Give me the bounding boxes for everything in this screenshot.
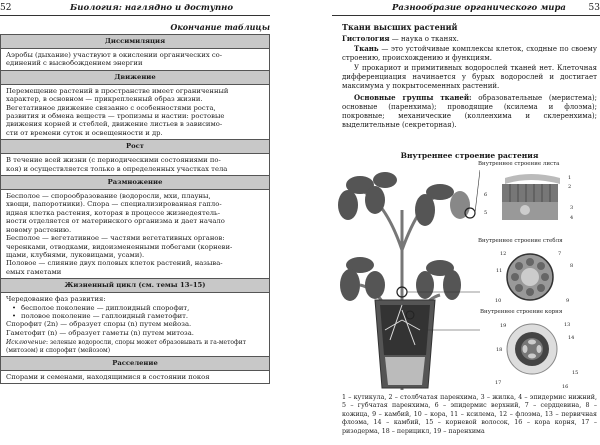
figure-legend: 1 – кутикула, 2 – столбчатая паренхима, 3 – жилка, 4 – эпидермис нижний, 5 – губчатая паренхима, 6 – эпидермис верхний, 7 – сердцевина, 8 – кожица, 9 – камбий, 10 – кора, 11 – ксилема, 12 – флоэма, 13 – первичная флоэма, 14 – камбий, 15 – корневой волосок, 16 – кора корня, 17 – ризодерма, 18 – перицикл, 19 – паренхима <box>342 394 597 435</box>
right-page-header <box>332 2 600 16</box>
table-heading: Жизненный цикл (см. темы 13–15) <box>1 279 270 293</box>
inset-root-title: Внутреннее строение корня <box>480 309 563 315</box>
table-caption: Окончание таблицы <box>170 22 270 32</box>
bullet-item: • половое поколение — гаплоидный гаметофит. <box>6 312 264 320</box>
paragraph: У прокариот и примитивных водорослей тканей нет. Клеточная дифференциация начинается у бурых водорослей и достигает максимума у покрытосеменных растений. <box>342 64 597 90</box>
table-cell: Аэробы (дыхание) участвуют в окислении органических со- единений с высвобождением энергии <box>1 49 270 71</box>
table-heading: Размножение <box>1 176 270 190</box>
leaf-cross-section <box>490 170 570 225</box>
plant-illustration <box>330 160 480 390</box>
left-page-header <box>0 2 270 16</box>
table-cell: Перемещение растений в пространстве имеет ограниченный характер, в основном — прикрепленный образ жизни. Вегетативное движение связанно с особенностями роста, развития и обмена веществ — тропизмы и настии: ростовые движения корней и стеблей, движение листьев в зависимо- сти от времени суток и освещенности и др. <box>1 84 270 139</box>
characteristics-table <box>0 34 270 384</box>
table-heading: Рост <box>1 140 270 154</box>
right-page: Разнообразие органического мира 53 Ткани высших растений Гистология — наука о тканях. Ткань — это устойчивые комплексы клеток, сходные по своему строению, происхождению и функциям. У прокариот и примитивных водорослей тканей нет. Клеточная дифференциация начинается у бурых водорослей и достигает максимума у покрытосеменных растений. Основные группы тканей: образовательные (меристема); основные (паренхима); проводящие (ксилема и флоэма); покровные; механические (колленхима и склеренхима); выделительные (секреторная). Внутреннее строение растения Внутреннее строение листа 1 2 3 4 5 6 Внутреннее строение стебля 7 8 9 10 11 12 Внутреннее строение корня 13 14 15 16 17 18 19 1 – кутикула, 2 – столбчатая паренхима, 3 – жилка, 4 – эпидермис нижний, 5 – губчатая паренхима, 6 – эпидермис верхний, 7 – сердцевина, 8 – кожица, 9 – камбий, 10 – кора, 11 – ксилема, 12 – флоэма, 13 – первичная флоэма, 14 – камбий, 15 – корневой волосок, 16 – кора корня, 17 – ризодерма, 18 – перицикл, 19 – паренхима <box>300 0 600 445</box>
running-header: Биология: наглядно и доступно <box>70 3 234 13</box>
table-cell: В течение всей жизни (с периодическими состояниями по- коя) и осуществляется только в определенных участках тела <box>1 154 270 176</box>
exception-note: Исключение: зеленые водоросли, споры может образовывать и га-метофит (митозом) и спорофит (мейозом) <box>6 339 247 354</box>
stem-cross-section <box>505 252 555 302</box>
table-heading: Диссимиляция <box>1 35 270 49</box>
bullet-item: • бесполое поколение — диплоидный спорофит, <box>6 304 264 312</box>
table-heading: Расселение <box>1 356 270 370</box>
figure-title: Внутреннее строение растения <box>400 151 539 160</box>
definition-histology: Гистология — наука о тканях. <box>342 34 459 43</box>
inset-leaf-title: Внутреннее строение листа <box>478 161 560 167</box>
table-cell: Спорами и семенами, находящимися в состоянии покоя <box>1 370 270 383</box>
tissue-groups: Основные группы тканей: образовательные (меристема); основные (паренхима); проводящие (ксилема и флоэма); покровные; механические (колленхима и склеренхима); выделительные (секреторная). <box>342 93 597 129</box>
page-number: 53 <box>588 3 600 13</box>
definition-tissue: Ткань — это устойчивые комплексы клеток, сходные по своему строению, происхождению и функциям. <box>342 44 597 62</box>
table-heading: Движение <box>1 70 270 84</box>
running-header: Разнообразие органического мира <box>392 3 566 13</box>
root-cross-section <box>505 322 560 377</box>
table-cell: Чередование фаз развития: • бесполое поколение — диплоидный спорофит, • половое поколение — гаплоидный гаметофит. Спорофит (2n) — образует споры (n) путем мейоза. Гаметофит (n) — образует гаметы (n) путем митоза. Исключение: зеленые водоросли, споры может образовывать и га-метофит (митозом) и спорофит (мейозом) <box>1 293 270 357</box>
table-cell: Бесполое — спорообразование (водоросли, мхи, плауны, хвощи, папоротники). Спора — специализированная гапло- идная клетка растения, которая в процессе жизнедеятель- ности отделяется от материнского организма и дает начало новому растению. Бесполое — вегетативное — частями вегетативных органов: черенками, отводками, видоизмененными побегами (корневи- щами, клубнями, луковицами, усами). Половое — слияние двух половых клеток растений, называ- емых гаметами <box>1 190 270 279</box>
section-title: Ткани высших растений <box>342 22 458 32</box>
inset-stem-title: Внутреннее строение стебля <box>478 238 563 244</box>
page-number: 52 <box>0 3 12 13</box>
